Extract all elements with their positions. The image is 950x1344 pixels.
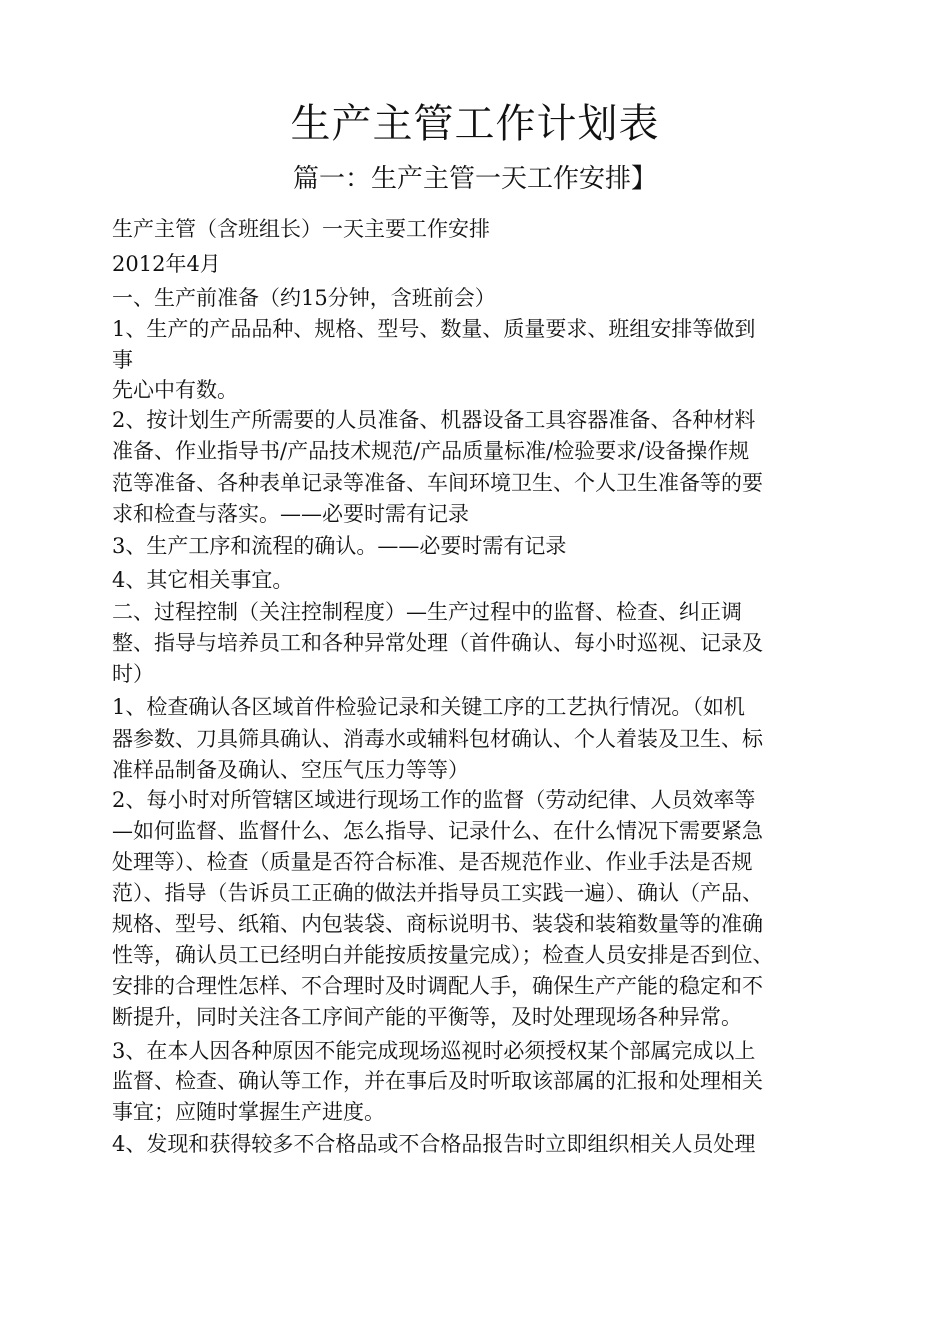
body-line: 性等，确认员工已经明白并能按质按量完成）；检查人员安排是否到位、 [112,943,774,967]
body-line: 范等准备、各种表单记录等准备、车间环境卫生、个人卫生准备等的要 [112,471,763,495]
body-line: 先心中有数。 [112,378,238,402]
body-line: 整、指导与培养员工和各种异常处理（首件确认、每小时巡视、记录及 [112,631,763,655]
body-line: 3、在本人因各种原因不能完成现场巡视时必须授权某个部属完成以上 [112,1039,756,1063]
body-line: 2、按计划生产所需要的人员准备、机器设备工具容器准备、各种材料 [112,408,756,432]
body-line: 2、每小时对所管辖区域进行现场工作的监督（劳动纪律、人员效率等 [112,788,756,812]
document-title: 生产主管工作计划表 [290,101,660,147]
body-line: —如何监督、监督什么、怎么指导、记录什么、在什么情况下需要紧急 [112,819,763,843]
body-line: 生产主管（含班组长）一天主要工作安排 [112,217,490,241]
body-line: 4、发现和获得较多不合格品或不合格品报告时立即组织相关人员处理 [112,1132,756,1156]
body-line: 1、生产的产品品种、规格、型号、数量、质量要求、班组安排等做到 [112,317,756,341]
body-line: 3、生产工序和流程的确认。——必要时需有记录 [112,534,567,558]
body-line: 时） [112,662,154,686]
body-line: 准备、作业指导书/产品技术规范/产品质量标准/检验要求/设备操作规 [112,439,750,463]
body-line: 事宜；应随时掌握生产进度。 [112,1100,385,1124]
body-line: 监督、检查、确认等工作，并在事后及时听取该部属的汇报和处理相关 [112,1069,763,1093]
body-line: 器参数、刀具筛具确认、消毒水或辅料包材确认、个人着装及卫生、标 [112,727,763,751]
body-line: 2012年4月 [112,252,221,276]
body-line: 事 [112,348,133,372]
body-line: 规格、型号、纸箱、内包装袋、商标说明书、装袋和装箱数量等的准确 [112,912,763,936]
body-line: 1、检查确认各区域首件检验记录和关键工序的工艺执行情况。（如机 [112,695,745,719]
body-line: 准样品制备及确认、空压气压力等等） [112,758,469,782]
body-line: 安排的合理性怎样、不合理时及时调配人手，确保生产产能的稳定和不 [112,974,763,998]
body-line: 求和检查与落实。——必要时需有记录 [112,502,469,526]
document-subtitle: 篇一：生产主管一天工作安排】 [292,164,657,194]
body-line: 二、过程控制（关注控制程度）—生产过程中的监督、检查、纠正调 [112,600,742,624]
body-line: 4、其它相关事宜。 [112,568,294,592]
body-line: 处理等）、检查（质量是否符合标准、是否规范作业、作业手法是否规 [112,850,753,874]
body-line: 断提升，同时关注各工序间产能的平衡等，及时处理现场各种异常。 [112,1005,742,1029]
body-line: 范）、指导（告诉员工正确的做法并指导员工实践一遍）、确认（产品、 [112,881,763,905]
body-line: 一、生产前准备（约15分钟，含班前会） [112,286,496,310]
